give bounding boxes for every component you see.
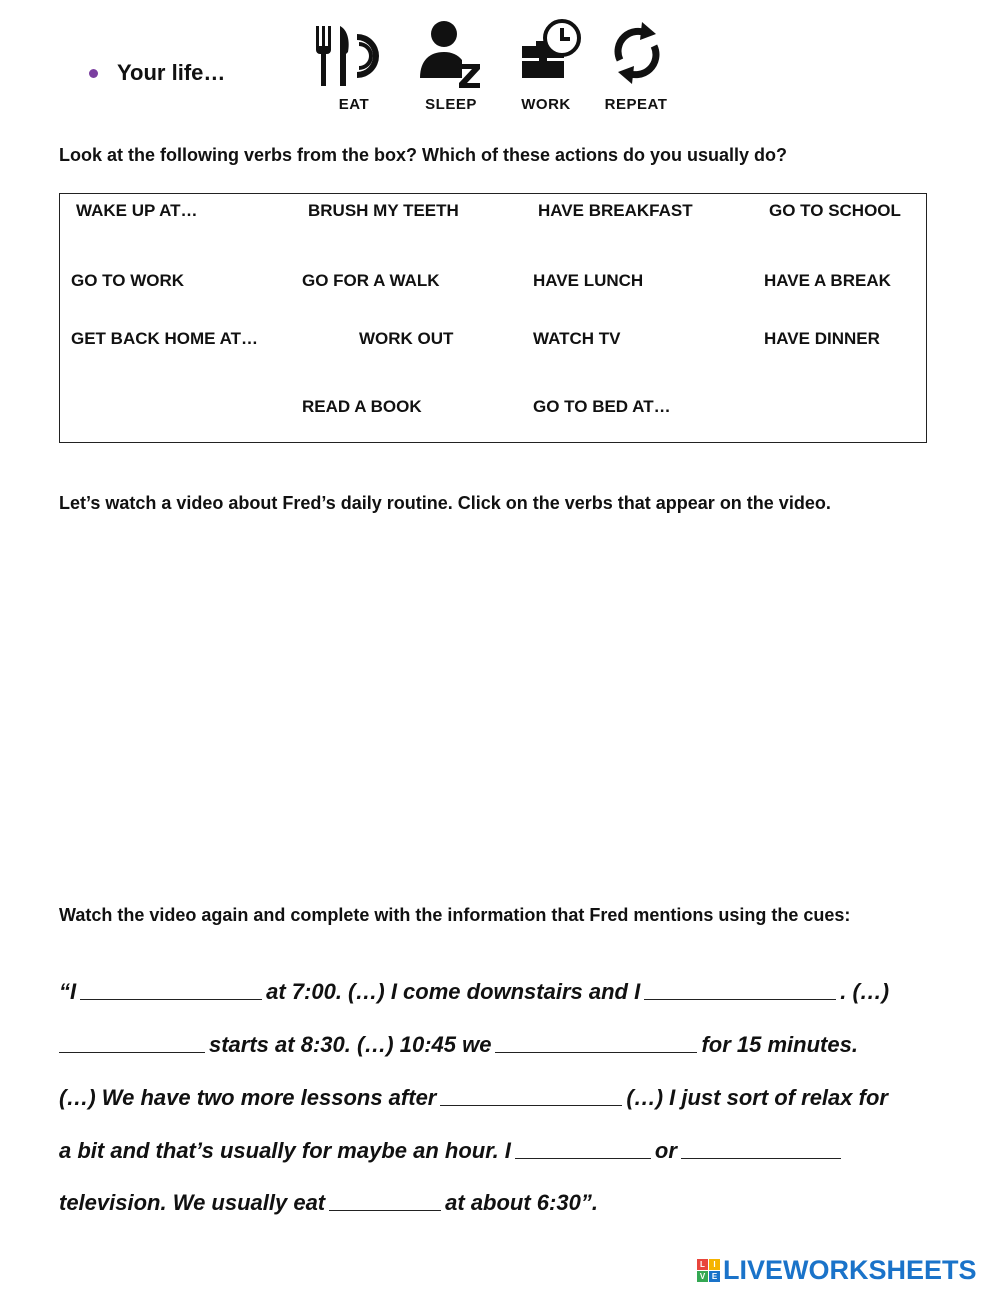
verb-item[interactable]: READ A BOOK: [302, 397, 422, 416]
work-icon: [508, 16, 584, 88]
passage-line-4: [59, 1138, 845, 1164]
answer-blank[interactable]: [80, 979, 262, 1000]
answer-input[interactable]: [681, 1143, 845, 1165]
repeat-label: REPEAT: [604, 96, 668, 113]
verb-item[interactable]: HAVE DINNER: [764, 329, 880, 348]
section-title: Your life…: [117, 60, 226, 85]
instruction-look: Look at the following verbs from the box? Which of these actions do you usually do?: [59, 145, 788, 165]
passage-line-2: [59, 1032, 858, 1058]
instruction-complete: Watch the video again and complete with the information that Fred mentions using the cues:: [59, 905, 851, 925]
answer-input[interactable]: [515, 1143, 655, 1165]
verb-item[interactable]: WATCH TV: [533, 329, 621, 348]
answer-input[interactable]: [495, 1037, 701, 1059]
verb-item[interactable]: HAVE A BREAK: [764, 271, 891, 290]
eat-icon: [312, 16, 394, 88]
bullet-dot: [89, 69, 98, 78]
answer-blank[interactable]: [495, 1032, 697, 1053]
verb-item[interactable]: HAVE BREAKFAST: [538, 201, 693, 220]
passage-text: for 15 minutes.: [701, 1032, 858, 1057]
passage-text: starts at 8:30. (…) 10:45 we: [209, 1032, 492, 1057]
verb-item[interactable]: HAVE LUNCH: [533, 271, 644, 290]
logo-text: LIVEWORKSHEETS: [723, 1254, 977, 1285]
work-label: WORK: [521, 96, 571, 113]
verb-item[interactable]: BRUSH MY TEETH: [308, 201, 459, 220]
eat-label: EAT: [338, 96, 370, 113]
answer-blank[interactable]: [515, 1138, 651, 1159]
passage-text: . (…): [840, 979, 890, 1004]
verb-item[interactable]: GO TO SCHOOL: [769, 201, 901, 220]
verb-item[interactable]: WAKE UP AT…: [76, 201, 198, 220]
verb-item[interactable]: GET BACK HOME AT…: [71, 329, 258, 348]
repeat-icon: [606, 16, 668, 88]
verb-item[interactable]: GO FOR A WALK: [302, 271, 440, 290]
passage-text: at about 6:30”.: [445, 1190, 598, 1215]
passage-text: (…) I just sort of relax for: [626, 1085, 888, 1110]
answer-input[interactable]: [440, 1090, 626, 1112]
answer-blank[interactable]: [681, 1138, 841, 1159]
passage-text: (…) We have two more lessons after: [59, 1085, 437, 1110]
answer-input[interactable]: [644, 984, 840, 1006]
passage-text: or: [654, 1138, 677, 1163]
verb-item[interactable]: WORK OUT: [359, 329, 454, 348]
passage-line-1: [59, 979, 889, 1005]
passage-line-5: [59, 1190, 598, 1216]
sleep-label: SLEEP: [425, 96, 477, 113]
passage-text: a bit and that’s usually for maybe an hour. I: [59, 1138, 511, 1163]
passage-text: at 7:00. (…) I come downstairs and I: [266, 979, 641, 1004]
answer-input[interactable]: [59, 1037, 209, 1059]
liveworksheets-logo[interactable]: [697, 1255, 977, 1285]
verb-item[interactable]: GO TO BED AT…: [533, 397, 671, 416]
passage-text: television. We usually eat: [59, 1190, 326, 1215]
passage-text: “I: [59, 979, 77, 1004]
answer-blank[interactable]: [329, 1190, 441, 1211]
answer-input[interactable]: [329, 1195, 445, 1217]
logo-mark-icon: L I V E: [697, 1259, 720, 1282]
video-area[interactable]: [59, 530, 927, 890]
answer-blank[interactable]: [59, 1032, 205, 1053]
answer-blank[interactable]: [644, 979, 836, 1000]
verb-item[interactable]: GO TO WORK: [71, 271, 185, 290]
sleep-icon: [418, 16, 484, 88]
passage-line-3: [59, 1085, 888, 1111]
instruction-watch: Let’s watch a video about Fred’s daily routine. Click on the verbs that appear on the video.: [59, 493, 831, 513]
verb-box: [59, 193, 927, 443]
answer-blank[interactable]: [440, 1085, 622, 1106]
answer-input[interactable]: [80, 984, 266, 1006]
